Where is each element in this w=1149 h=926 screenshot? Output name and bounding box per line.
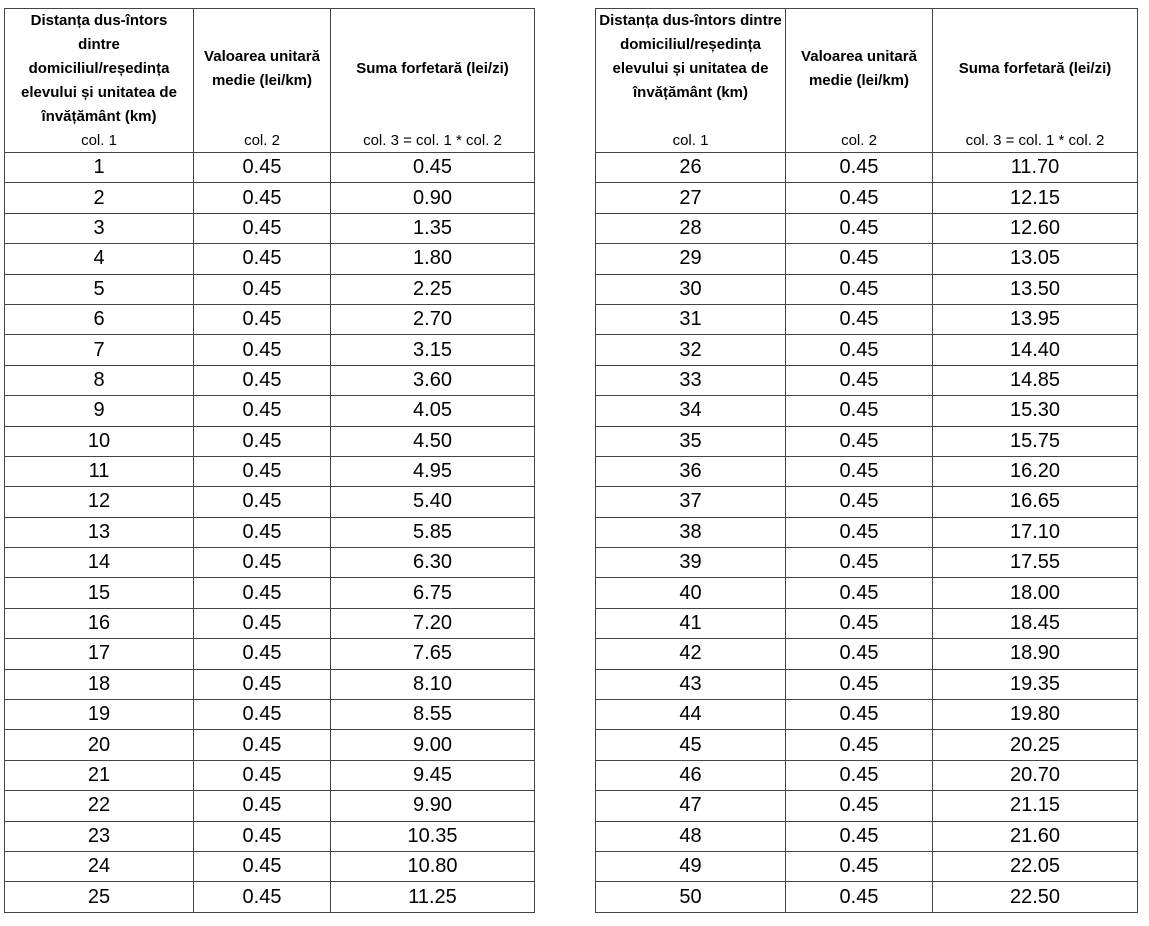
table-row: [596, 456, 1138, 486]
table-row: [596, 517, 1138, 547]
table-row: [596, 791, 1138, 821]
cell-distance: 22: [5, 791, 194, 821]
cell-unit-value: 0.45: [194, 153, 331, 183]
cell-flat-sum: 11.25: [331, 882, 535, 912]
cell-flat-sum: 20.70: [933, 760, 1138, 790]
table-row: [5, 791, 535, 821]
table-row: [596, 365, 1138, 395]
cell-flat-sum: 17.10: [933, 517, 1138, 547]
cell-unit-value: 0.45: [194, 578, 331, 608]
table-row: [5, 639, 535, 669]
table-row: [5, 304, 535, 334]
cell-distance: 29: [596, 244, 786, 274]
cell-flat-sum: 13.50: [933, 274, 1138, 304]
table-row: [596, 183, 1138, 213]
table-row: [596, 304, 1138, 334]
table-row: [5, 456, 535, 486]
cell-unit-value: 0.45: [194, 365, 331, 395]
cell-flat-sum: 12.60: [933, 213, 1138, 243]
cell-flat-sum: 14.85: [933, 365, 1138, 395]
cell-unit-value: 0.45: [194, 882, 331, 912]
cell-distance: 12: [5, 487, 194, 517]
cell-unit-value: 0.45: [194, 183, 331, 213]
table-row: [5, 517, 535, 547]
cell-flat-sum: 13.95: [933, 304, 1138, 334]
cell-unit-value: 0.45: [786, 365, 933, 395]
cell-unit-value: 0.45: [786, 274, 933, 304]
header-col1-number: col. 1: [672, 132, 709, 149]
table-row: [596, 669, 1138, 699]
cell-unit-value: 0.45: [786, 669, 933, 699]
cell-distance: 46: [596, 760, 786, 790]
cell-unit-value: 0.45: [194, 700, 331, 730]
table-row: [596, 274, 1138, 304]
table-row: [5, 426, 535, 456]
table-row: [5, 578, 535, 608]
table-header-row: [5, 9, 535, 153]
cell-distance: 3: [5, 213, 194, 243]
header-col3-formula: col. 3 = col. 1 * col. 2: [363, 132, 502, 149]
cell-distance: 6: [5, 304, 194, 334]
header-flat-sum-label: Suma forfetară (lei/zi): [958, 60, 1112, 77]
cell-flat-sum: 5.40: [331, 487, 535, 517]
cell-flat-sum: 15.75: [933, 426, 1138, 456]
table-row: [5, 183, 535, 213]
cell-distance: 17: [5, 639, 194, 669]
table-row: [5, 487, 535, 517]
table-row: [596, 487, 1138, 517]
cell-flat-sum: 0.90: [331, 183, 535, 213]
cell-distance: 4: [5, 244, 194, 274]
cell-distance: 7: [5, 335, 194, 365]
cell-distance: 31: [596, 304, 786, 334]
column-header-flat-sum: [933, 9, 1138, 153]
cell-distance: 45: [596, 730, 786, 760]
cell-distance: 23: [5, 821, 194, 851]
cell-distance: 32: [596, 335, 786, 365]
table-row: [5, 760, 535, 790]
table-row: [596, 730, 1138, 760]
cell-flat-sum: 7.65: [331, 639, 535, 669]
cell-flat-sum: 5.85: [331, 517, 535, 547]
cell-distance: 26: [596, 153, 786, 183]
table-row: [596, 426, 1138, 456]
cell-distance: 42: [596, 639, 786, 669]
table-row: [596, 608, 1138, 638]
cell-flat-sum: 1.80: [331, 244, 535, 274]
table-row: [5, 669, 535, 699]
table-body-left: [5, 153, 535, 913]
table-row: [596, 153, 1138, 183]
cell-flat-sum: 21.15: [933, 791, 1138, 821]
cell-distance: 28: [596, 213, 786, 243]
table-row: [596, 882, 1138, 912]
cell-unit-value: 0.45: [786, 639, 933, 669]
cell-unit-value: 0.45: [786, 882, 933, 912]
cell-distance: 34: [596, 396, 786, 426]
cell-unit-value: 0.45: [786, 730, 933, 760]
cell-distance: 49: [596, 851, 786, 881]
cell-flat-sum: 17.55: [933, 548, 1138, 578]
cell-flat-sum: 21.60: [933, 821, 1138, 851]
table-row: [596, 578, 1138, 608]
rate-table-right: [595, 8, 1138, 913]
cell-unit-value: 0.45: [786, 183, 933, 213]
table-row: [596, 548, 1138, 578]
cell-unit-value: 0.45: [194, 487, 331, 517]
cell-unit-value: 0.45: [194, 548, 331, 578]
cell-unit-value: 0.45: [194, 335, 331, 365]
cell-distance: 41: [596, 608, 786, 638]
cell-distance: 48: [596, 821, 786, 851]
cell-unit-value: 0.45: [194, 426, 331, 456]
cell-flat-sum: 0.45: [331, 153, 535, 183]
table-header-row: [596, 9, 1138, 153]
cell-flat-sum: 4.05: [331, 396, 535, 426]
cell-distance: 1: [5, 153, 194, 183]
table-row: [596, 396, 1138, 426]
cell-distance: 2: [5, 183, 194, 213]
table-row: [5, 700, 535, 730]
header-unit-value-label: Valoarea unitară medie (lei/km): [204, 48, 320, 89]
cell-distance: 24: [5, 851, 194, 881]
header-distance-label: Distanța dus-întors dintre domiciliul/reședința elevului și unitatea de învățământ (km): [21, 12, 177, 125]
cell-unit-value: 0.45: [786, 396, 933, 426]
cell-flat-sum: 4.95: [331, 456, 535, 486]
cell-flat-sum: 9.00: [331, 730, 535, 760]
cell-unit-value: 0.45: [786, 548, 933, 578]
cell-flat-sum: 16.20: [933, 456, 1138, 486]
cell-unit-value: 0.45: [786, 851, 933, 881]
cell-unit-value: 0.45: [194, 791, 331, 821]
cell-distance: 20: [5, 730, 194, 760]
cell-unit-value: 0.45: [786, 700, 933, 730]
cell-unit-value: 0.45: [194, 639, 331, 669]
cell-flat-sum: 8.55: [331, 700, 535, 730]
cell-flat-sum: 7.20: [331, 608, 535, 638]
cell-flat-sum: 8.10: [331, 669, 535, 699]
table-row: [5, 335, 535, 365]
cell-distance: 33: [596, 365, 786, 395]
cell-distance: 21: [5, 760, 194, 790]
table-row: [596, 244, 1138, 274]
cell-distance: 39: [596, 548, 786, 578]
cell-flat-sum: 14.40: [933, 335, 1138, 365]
table-row: [5, 882, 535, 912]
cell-distance: 40: [596, 578, 786, 608]
cell-unit-value: 0.45: [786, 213, 933, 243]
cell-unit-value: 0.45: [194, 274, 331, 304]
cell-distance: 10: [5, 426, 194, 456]
cell-flat-sum: 6.30: [331, 548, 535, 578]
cell-unit-value: 0.45: [194, 760, 331, 790]
table-row: [5, 153, 535, 183]
cell-distance: 38: [596, 517, 786, 547]
cell-unit-value: 0.45: [786, 244, 933, 274]
cell-distance: 37: [596, 487, 786, 517]
table-row: [5, 213, 535, 243]
cell-distance: 19: [5, 700, 194, 730]
cell-flat-sum: 19.80: [933, 700, 1138, 730]
table-row: [5, 548, 535, 578]
cell-flat-sum: 12.15: [933, 183, 1138, 213]
cell-flat-sum: 1.35: [331, 213, 535, 243]
cell-unit-value: 0.45: [786, 821, 933, 851]
cell-unit-value: 0.45: [194, 608, 331, 638]
cell-flat-sum: 3.15: [331, 335, 535, 365]
cell-unit-value: 0.45: [786, 335, 933, 365]
header-unit-value-label: Valoarea unitară medie (lei/km): [801, 48, 917, 89]
cell-flat-sum: 11.70: [933, 153, 1138, 183]
column-header-unit-value: [786, 9, 933, 153]
cell-flat-sum: 15.30: [933, 396, 1138, 426]
cell-flat-sum: 9.45: [331, 760, 535, 790]
cell-distance: 15: [5, 578, 194, 608]
cell-flat-sum: 10.35: [331, 821, 535, 851]
column-header-distance: [596, 9, 786, 153]
header-col1-number: col. 1: [81, 132, 117, 149]
cell-distance: 8: [5, 365, 194, 395]
table-row: [596, 213, 1138, 243]
table-row: [596, 760, 1138, 790]
cell-unit-value: 0.45: [194, 517, 331, 547]
table-row: [5, 274, 535, 304]
cell-flat-sum: 22.50: [933, 882, 1138, 912]
cell-unit-value: 0.45: [786, 456, 933, 486]
cell-distance: 5: [5, 274, 194, 304]
cell-distance: 47: [596, 791, 786, 821]
header-col3-formula: col. 3 = col. 1 * col. 2: [965, 132, 1105, 149]
column-header-flat-sum: [331, 9, 535, 153]
table-row: [5, 396, 535, 426]
cell-distance: 43: [596, 669, 786, 699]
cell-unit-value: 0.45: [786, 517, 933, 547]
cell-flat-sum: 6.75: [331, 578, 535, 608]
cell-unit-value: 0.45: [786, 760, 933, 790]
cell-unit-value: 0.45: [194, 851, 331, 881]
cell-distance: 36: [596, 456, 786, 486]
cell-unit-value: 0.45: [786, 426, 933, 456]
header-flat-sum-label: Suma forfetară (lei/zi): [356, 60, 509, 77]
header-distance-label: Distanța dus-întors dintre domiciliul/reședința elevului și unitatea de învățământ (km): [599, 12, 782, 101]
cell-unit-value: 0.45: [786, 487, 933, 517]
cell-unit-value: 0.45: [194, 821, 331, 851]
cell-unit-value: 0.45: [786, 304, 933, 334]
cell-distance: 27: [596, 183, 786, 213]
cell-flat-sum: 18.90: [933, 639, 1138, 669]
table-row: [5, 608, 535, 638]
rate-table-left: [4, 8, 535, 913]
cell-flat-sum: 2.70: [331, 304, 535, 334]
column-header-unit-value: [194, 9, 331, 153]
table-body-right: [596, 153, 1138, 913]
cell-flat-sum: 13.05: [933, 244, 1138, 274]
cell-unit-value: 0.45: [786, 608, 933, 638]
cell-unit-value: 0.45: [786, 578, 933, 608]
cell-distance: 18: [5, 669, 194, 699]
cell-unit-value: 0.45: [194, 669, 331, 699]
cell-distance: 14: [5, 548, 194, 578]
header-col2-number: col. 2: [841, 132, 877, 149]
cell-flat-sum: 2.25: [331, 274, 535, 304]
table-row: [596, 821, 1138, 851]
cell-unit-value: 0.45: [194, 304, 331, 334]
cell-unit-value: 0.45: [194, 213, 331, 243]
cell-flat-sum: 20.25: [933, 730, 1138, 760]
cell-unit-value: 0.45: [786, 153, 933, 183]
cell-flat-sum: 9.90: [331, 791, 535, 821]
cell-flat-sum: 3.60: [331, 365, 535, 395]
cell-flat-sum: 10.80: [331, 851, 535, 881]
table-row: [596, 335, 1138, 365]
cell-flat-sum: 18.00: [933, 578, 1138, 608]
table-row: [5, 821, 535, 851]
cell-flat-sum: 4.50: [331, 426, 535, 456]
cell-flat-sum: 22.05: [933, 851, 1138, 881]
cell-distance: 25: [5, 882, 194, 912]
cell-distance: 9: [5, 396, 194, 426]
cell-flat-sum: 18.45: [933, 608, 1138, 638]
table-row: [596, 700, 1138, 730]
cell-unit-value: 0.45: [194, 456, 331, 486]
header-col2-number: col. 2: [244, 132, 280, 149]
table-row: [5, 851, 535, 881]
table-row: [5, 365, 535, 395]
cell-distance: 13: [5, 517, 194, 547]
cell-unit-value: 0.45: [786, 791, 933, 821]
cell-flat-sum: 16.65: [933, 487, 1138, 517]
cell-distance: 35: [596, 426, 786, 456]
cell-unit-value: 0.45: [194, 244, 331, 274]
table-row: [596, 851, 1138, 881]
cell-unit-value: 0.45: [194, 730, 331, 760]
cell-distance: 11: [5, 456, 194, 486]
table-row: [5, 730, 535, 760]
cell-distance: 30: [596, 274, 786, 304]
table-row: [596, 639, 1138, 669]
cell-distance: 16: [5, 608, 194, 638]
cell-unit-value: 0.45: [194, 396, 331, 426]
cell-distance: 50: [596, 882, 786, 912]
cell-distance: 44: [596, 700, 786, 730]
column-header-distance: [5, 9, 194, 153]
cell-flat-sum: 19.35: [933, 669, 1138, 699]
table-row: [5, 244, 535, 274]
